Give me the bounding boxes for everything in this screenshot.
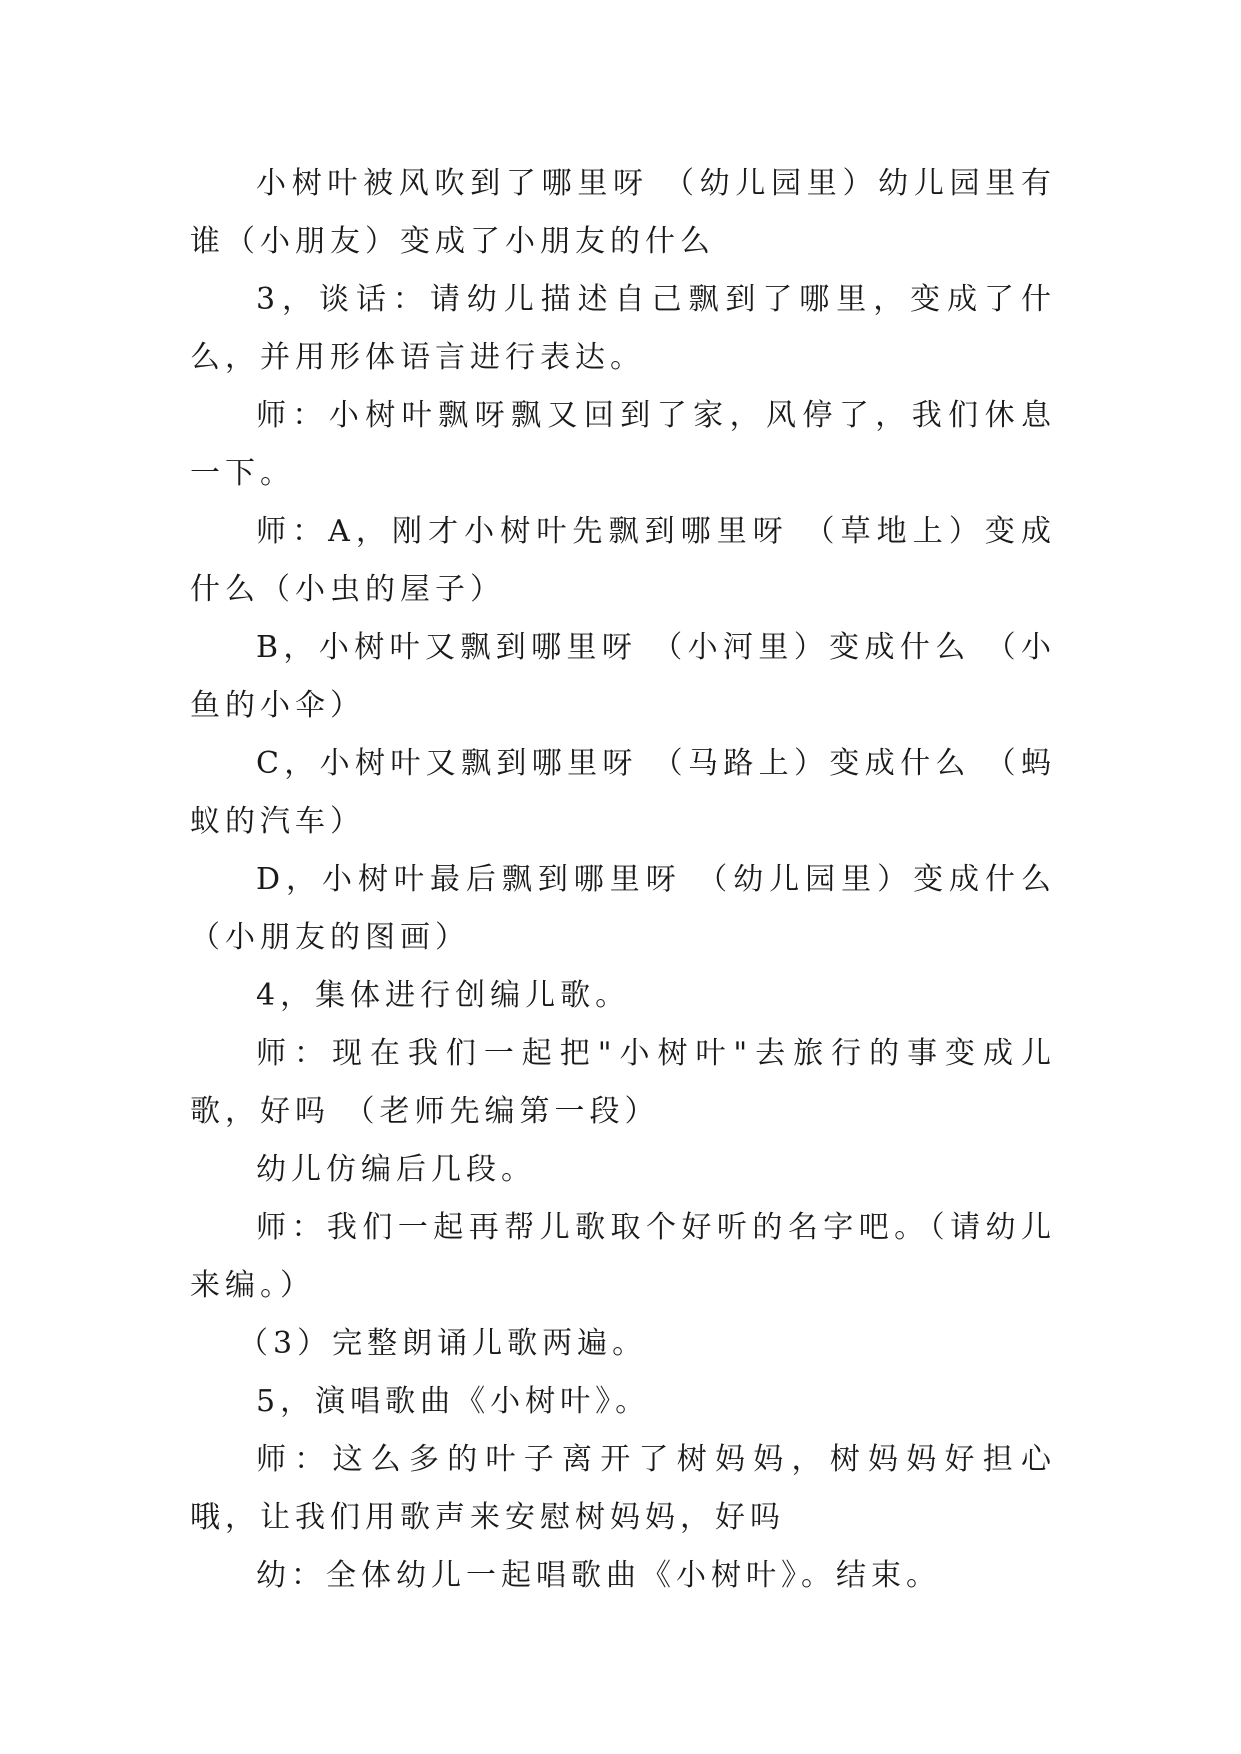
paragraph-12: （3）完整朗诵儿歌两遍。 [238, 1326, 648, 1361]
paragraph-7: D，小树叶最后飘到哪里呀 （幼儿园里）变成什么 （小朋友的图画） [190, 862, 1056, 955]
document-body [190, 155, 1056, 1605]
paragraph-10: 幼儿仿编后几段。 [256, 1152, 536, 1187]
paragraph-15: 幼：全体幼儿一起唱歌曲《小树叶》。结束。 [256, 1558, 941, 1593]
paragraph-6: C，小树叶又飘到哪里呀 （马路上）变成什么 （蚂蚁的汽车） [190, 746, 1056, 839]
paragraph-1: 小树叶被风吹到了哪里呀 （幼儿园里）幼儿园里有谁（小朋友）变成了小朋友的什么 [190, 166, 1056, 259]
paragraph-5: B，小树叶又飘到哪里呀 （小河里）变成什么 （小鱼的小伞） [190, 630, 1056, 723]
paragraph-9: 师：现在我们一起把"小树叶"去旅行的事变成儿歌，好吗 （老师先编第一段） [190, 1036, 1056, 1129]
paragraph-13: 5，演唱歌曲《小树叶》。 [256, 1384, 651, 1419]
paragraph-2: 3，谈话：请幼儿描述自己飘到了哪里，变成了什么，并用形体语言进行表达。 [190, 282, 1056, 375]
paragraph-4: 师：A，刚才小树叶先飘到哪里呀 （草地上）变成什么（小虫的屋子） [190, 514, 1056, 607]
paragraph-3: 师：小树叶飘呀飘又回到了家，风停了，我们休息一下。 [190, 398, 1056, 491]
paragraph-8: 4，集体进行创编儿歌。 [256, 978, 631, 1013]
paragraph-14: 师：这么多的叶子离开了树妈妈，树妈妈好担心哦，让我们用歌声来安慰树妈妈，好吗 [190, 1442, 1056, 1535]
paragraph-11: 师：我们一起再帮儿歌取个好听的名字吧。（请幼儿来编。） [190, 1210, 1056, 1303]
